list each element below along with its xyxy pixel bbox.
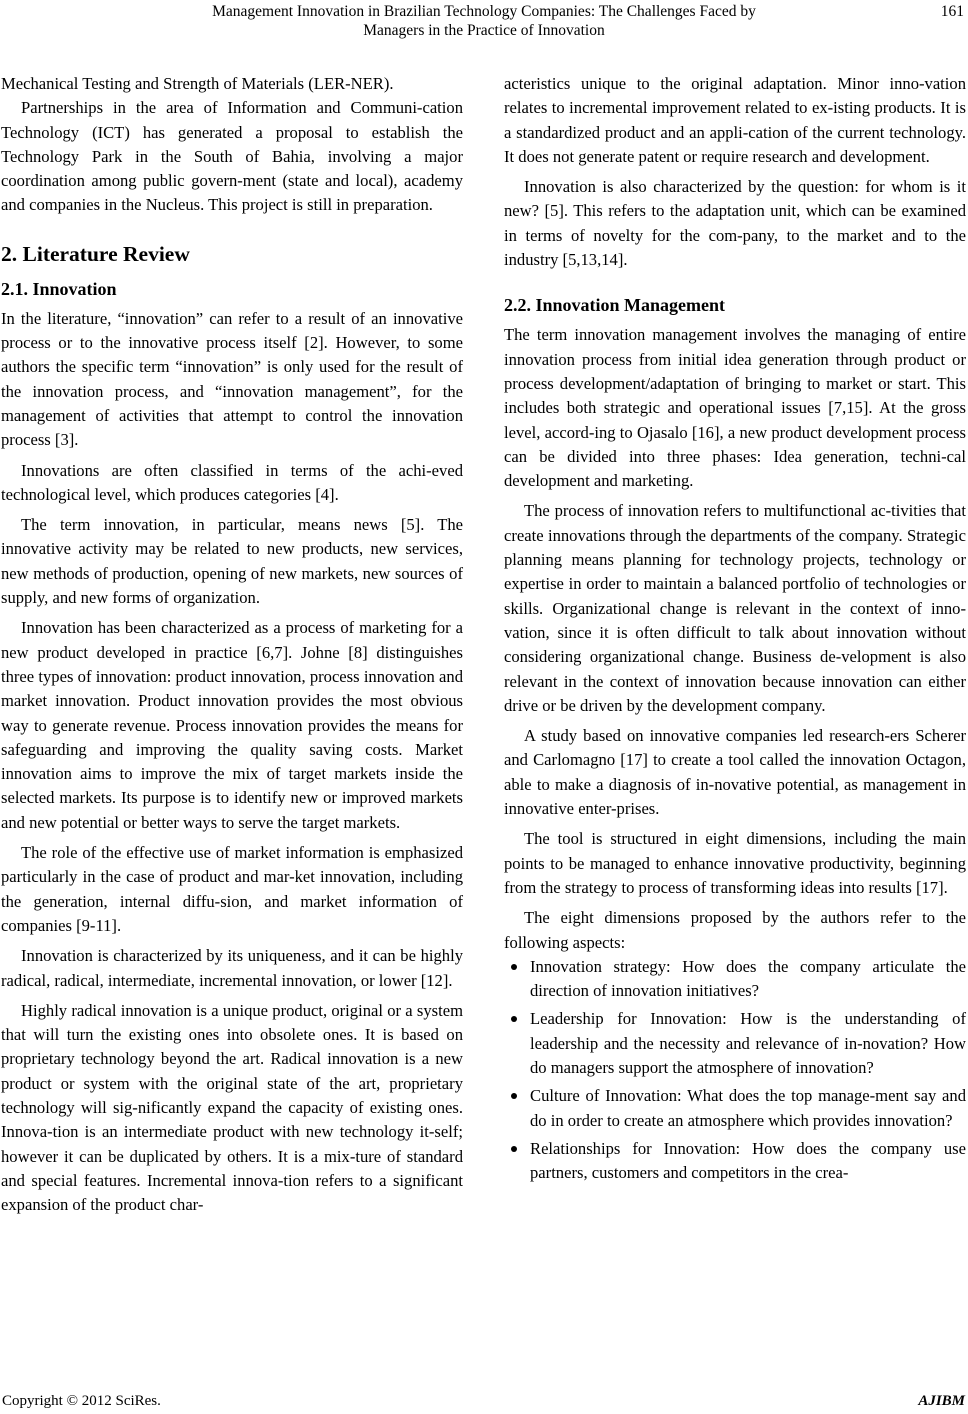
list-item-text: Innovation strategy: How does the company articulate the direction of innovation initiatives?	[530, 956, 966, 1001]
paragraph: In the literature, “innovation” can refer to a result of an innovative process or to the innovative process itself [2]. However, to some authors the specific term “innovation” is only used for the result of the innovation process, and “innovation management”, for the management of activities that attempt to control the innovation process [3].	[1, 308, 463, 450]
subsection-heading: 2.2. Innovation Management	[504, 295, 726, 316]
list-item-text: Culture of Innovation: What does the top manage-ment say and do in order to create an atmosphere which provides innovation?	[530, 1086, 966, 1130]
paragraph: The eight dimensions proposed by the authors refer to the following aspects:	[504, 908, 966, 952]
paragraph: The role of the effective use of market information is emphasized particularly in the case of product and mar-ket innovation, including the generation, internal diffu-sion, and market information of companies [9-11].	[1, 843, 463, 935]
page-header	[0, 0, 968, 46]
page-number: 161	[940, 3, 964, 20]
page-footer	[0, 1392, 968, 1412]
bullet-icon	[511, 1146, 517, 1152]
list-item	[504, 955, 966, 1004]
bullet-list	[504, 955, 966, 1186]
paragraph: Highly radical innovation is a unique product, original or a system that will turn the existing ones into obsolete ones. It is based on proprietary technology beyond the art. Radical innovation is a new product or system with the original state of the art, proprietary technology will sig-nificantly expand the capacity of existing ones. Innova-tion is an intermediate product with new technology it-self; however it can be duplicated by others. It is a mix-ture of standard and special features. Incremental innova-tion refers to a significant expansion of the product char-	[1, 1000, 463, 1215]
paragraph: Innovation is characterized by its uniqueness, and it can be highly radical, radical, intermediate, incremental innovation, or lower [12].	[1, 946, 463, 990]
paragraph: The tool is structured in eight dimensions, including the main points to be managed to enhance innovative productivity, beginning from the strategy to process of transforming ideas into results [17].	[504, 829, 966, 897]
list-item	[504, 1084, 966, 1133]
running-title	[110, 2, 858, 40]
right-column	[504, 72, 966, 1189]
running-title-line-1: Management Innovation in Brazilian Technology Companies: The Challenges Faced by	[212, 3, 756, 20]
list-item	[504, 1137, 966, 1186]
paragraph: acteristics unique to the original adaptation. Minor inno-vation relates to incremental improvement related to ex-isting products. It is a standardized product and an appli-cation of the current technology. It does not generate patent or require research and development.	[504, 74, 966, 166]
bullet-icon	[511, 1016, 517, 1022]
list-item-text: Leadership for Innovation: How is the understanding of leadership and the necessity and relevance of in-novation? How do managers support the atmosphere of innovation?	[530, 1009, 966, 1077]
paragraph: Innovation has been characterized as a process of marketing for a new product developed in practice [6,7]. Johne [8] distinguishes three types of innovation: product innovation, process innovation and market innovation. Product innovation provides the most obvious way to generate revenue. Process innovation provides the means for safeguarding and improving the quality saving costs. Market innovation aims to improve the mix of target markets inside the selected markets. Its purpose is to identify new or improved markets and new potential or better ways to serve the target markets.	[1, 618, 463, 832]
paragraph: Innovation is also characterized by the question: for whom is it new? [5]. This refers to the adaptation unit, which can be examined in terms of novelty for the com-pany, to the market and to the industry [5,13,14].	[504, 177, 966, 270]
left-column	[1, 72, 463, 1217]
bullet-icon	[511, 964, 517, 970]
journal-abbreviation: AJIBM	[918, 1393, 965, 1409]
list-item-text: Relationships for Innovation: How does the company use partners, customers and competitors in the crea-	[530, 1138, 966, 1183]
paragraph: The process of innovation refers to multifunctional ac-tivities that create innovations through the departments of the company. Strategic planning means planning for technology projects, technology or expertise in order to maintain a balanced portfolio of technologies or skills. Organizational change is relevant in the context of inno-vation, since it is often difficult to talk about innovation without considering organizational change. Business de-velopment is also relevant in the context of innovation because innovation can either drive or be driven by the development company.	[504, 501, 966, 715]
running-title-line-2: Managers in the Practice of Innovation	[363, 22, 605, 39]
paragraph: A study based on innovative companies led research-ers Scherer and Carlomagno [17] to create a tool called the innovation Octagon, able to make a diagnosis of in-novative potential, as management in innovative enter-prises.	[504, 726, 966, 819]
paragraph: Partnerships in the area of Information and Communi-cation Technology (ICT) has generated a proposal to establish the Technology Park in the South of Bahia, involving a major coordination among public govern-ment (state and local), academy and companies in the Nucleus. This project is still in preparation.	[1, 98, 463, 215]
paragraph: Mechanical Testing and Strength of Materials (LER-NER).	[1, 74, 394, 93]
paragraph: The term innovation management involves the managing of entire innovation process from initial idea generation through product or process development/adaptation of bringing to market or start. This includes both strategic and operational issues [7,15]. At the gross level, accord-ing to Ojasalo [16], a new product development process can be divided into three phases: Idea generation, techni-cal development and marketing.	[504, 325, 966, 491]
bullet-icon	[511, 1093, 517, 1099]
paragraph: The term innovation, in particular, means news [5]. The innovative activity may be related to new products, new services, new methods of production, opening of new markets, new sources of supply, and new forms of organization.	[1, 515, 463, 608]
paragraph: Innovations are often classified in terms of the achi-eved technological level, which produces categories [4].	[1, 460, 463, 504]
copyright-notice: Copyright © 2012 SciRes.	[2, 1393, 161, 1409]
section-heading: 2. Literature Review	[1, 241, 190, 266]
list-item	[504, 1007, 966, 1080]
subsection-heading: 2.1. Innovation	[1, 278, 117, 299]
